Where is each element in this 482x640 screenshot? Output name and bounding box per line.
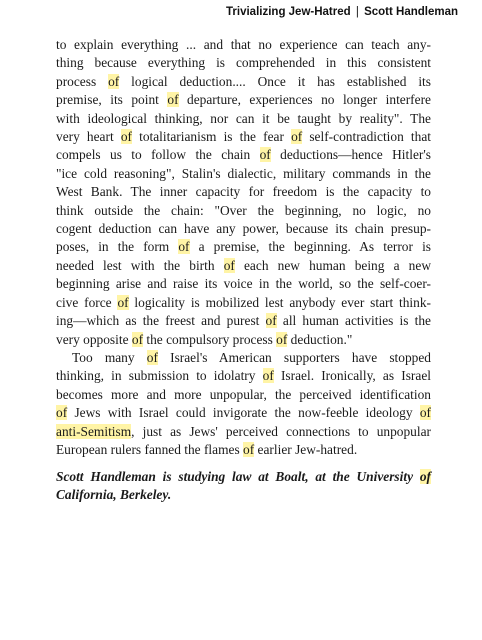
highlighted-term: of xyxy=(419,405,431,421)
text-run: Too many xyxy=(72,349,147,365)
text-run: think outside the chain: "Over the beginning, no logic, no xyxy=(56,202,431,218)
text-line xyxy=(56,238,431,256)
highlighted-term: of xyxy=(265,313,277,329)
text-run: "ice cold reasoning", Stalin's dialectic, military commands in the xyxy=(56,165,431,181)
running-header xyxy=(226,6,458,18)
text-run: compels us to follow the chain xyxy=(56,147,260,163)
text-line xyxy=(56,468,431,486)
text-line xyxy=(56,165,431,183)
text-run: the compulsory process xyxy=(143,331,277,347)
text-line xyxy=(56,331,431,349)
text-line xyxy=(56,367,431,385)
highlighted-term: of xyxy=(419,469,431,484)
text-line xyxy=(56,349,431,367)
text-run: California, Berkeley. xyxy=(56,487,172,503)
highlighted-term: of xyxy=(120,129,132,145)
text-run: Israel. Ironically, as Israel xyxy=(273,368,431,384)
text-run: poses, in the form xyxy=(56,239,179,255)
text-run: thing because everything is comprehended in this consistent xyxy=(56,55,431,71)
text-line xyxy=(56,386,431,404)
highlighted-term: of xyxy=(259,147,271,163)
text-run: process xyxy=(56,73,109,89)
text-run: logical deduction.... Once it has established its xyxy=(119,73,431,89)
text-line xyxy=(56,257,431,275)
highlighted-term: of xyxy=(131,331,144,347)
text-run: beginning arise and raise its voice in the world, so the self-coer- xyxy=(56,276,431,292)
text-line xyxy=(56,91,431,109)
text-run: earlier Jew-hatred. xyxy=(254,441,358,457)
article-body xyxy=(56,36,431,459)
highlighted-term: of xyxy=(262,368,274,384)
text-line xyxy=(56,146,431,164)
highlighted-term: of xyxy=(117,294,129,310)
highlighted-term: of xyxy=(167,92,179,108)
text-run: needed lest with the birth xyxy=(56,257,224,273)
text-line xyxy=(56,404,431,422)
text-line xyxy=(56,183,431,201)
text-run: Israel's American supporters have stopped xyxy=(157,349,431,365)
highlighted-term: of xyxy=(223,257,235,273)
header-author: Scott Handleman xyxy=(364,6,458,18)
text-line xyxy=(56,441,431,459)
text-run: with ideological thinking, nor can it be taught by reality". The xyxy=(56,110,431,126)
highlighted-term: anti-Semitism xyxy=(56,423,132,439)
text-run: logicality is mobilized lest anybody ever start think- xyxy=(128,294,432,310)
text-run: very opposite xyxy=(56,331,132,347)
text-run: each new human being a new xyxy=(234,257,431,273)
text-line xyxy=(56,220,431,238)
text-run: ing—which as the freest and purest xyxy=(56,313,266,329)
text-line xyxy=(56,202,431,220)
text-line xyxy=(56,128,431,146)
text-line xyxy=(56,486,431,504)
text-run: West Bank. The inner capacity for freedom is the capacity to xyxy=(56,184,431,200)
text-line xyxy=(56,110,431,128)
header-title: Trivializing Jew-Hatred xyxy=(226,6,351,18)
highlighted-term: of xyxy=(178,239,190,255)
text-line xyxy=(56,294,431,312)
text-run: to explain everything ... and that no experience can teach any- xyxy=(56,37,431,52)
text-line xyxy=(56,275,431,293)
highlighted-term: of xyxy=(291,129,303,145)
text-line xyxy=(56,54,431,72)
text-run: cive force xyxy=(56,294,118,310)
text-run: deduction." xyxy=(287,331,353,347)
text-run: cogent deduction can have any power, because its chain presup- xyxy=(56,221,431,237)
highlighted-term: of xyxy=(146,349,158,365)
highlighted-term: of xyxy=(56,405,68,421)
text-run: a premise, the beginning. As terror is xyxy=(189,239,431,255)
text-run: self-contradiction that xyxy=(302,129,431,145)
text-run: Scott Handleman is studying law at Boalt, at the University xyxy=(56,469,420,484)
text-run: departure, experiences no longer interfere xyxy=(178,92,431,108)
text-run: deductions—hence Hitler's xyxy=(270,147,431,163)
text-run: very heart xyxy=(56,129,121,145)
text-run: becomes more and more unpopular, the perceived identification xyxy=(56,386,431,402)
text-run: thinking, in submission to idolatry xyxy=(56,368,263,384)
highlighted-term: of xyxy=(276,331,288,347)
text-run: European rulers fanned the flames xyxy=(56,441,244,457)
text-run: all human activities is the xyxy=(276,313,431,329)
text-run: totalitarianism is the fear xyxy=(131,129,292,145)
text-run: , just as Jews' perceived connections to unpopular xyxy=(131,423,431,439)
text-run: premise, its point xyxy=(56,92,168,108)
text-line xyxy=(56,312,431,330)
text-run: Jews with Israel could invigorate the now-feeble ideology xyxy=(67,405,420,421)
text-line xyxy=(56,423,431,441)
text-line xyxy=(56,73,431,91)
highlighted-term: of xyxy=(108,73,120,89)
author-bio xyxy=(56,468,431,505)
header-separator: | xyxy=(355,6,359,18)
highlighted-term: of xyxy=(243,441,255,457)
text-line xyxy=(56,36,431,54)
